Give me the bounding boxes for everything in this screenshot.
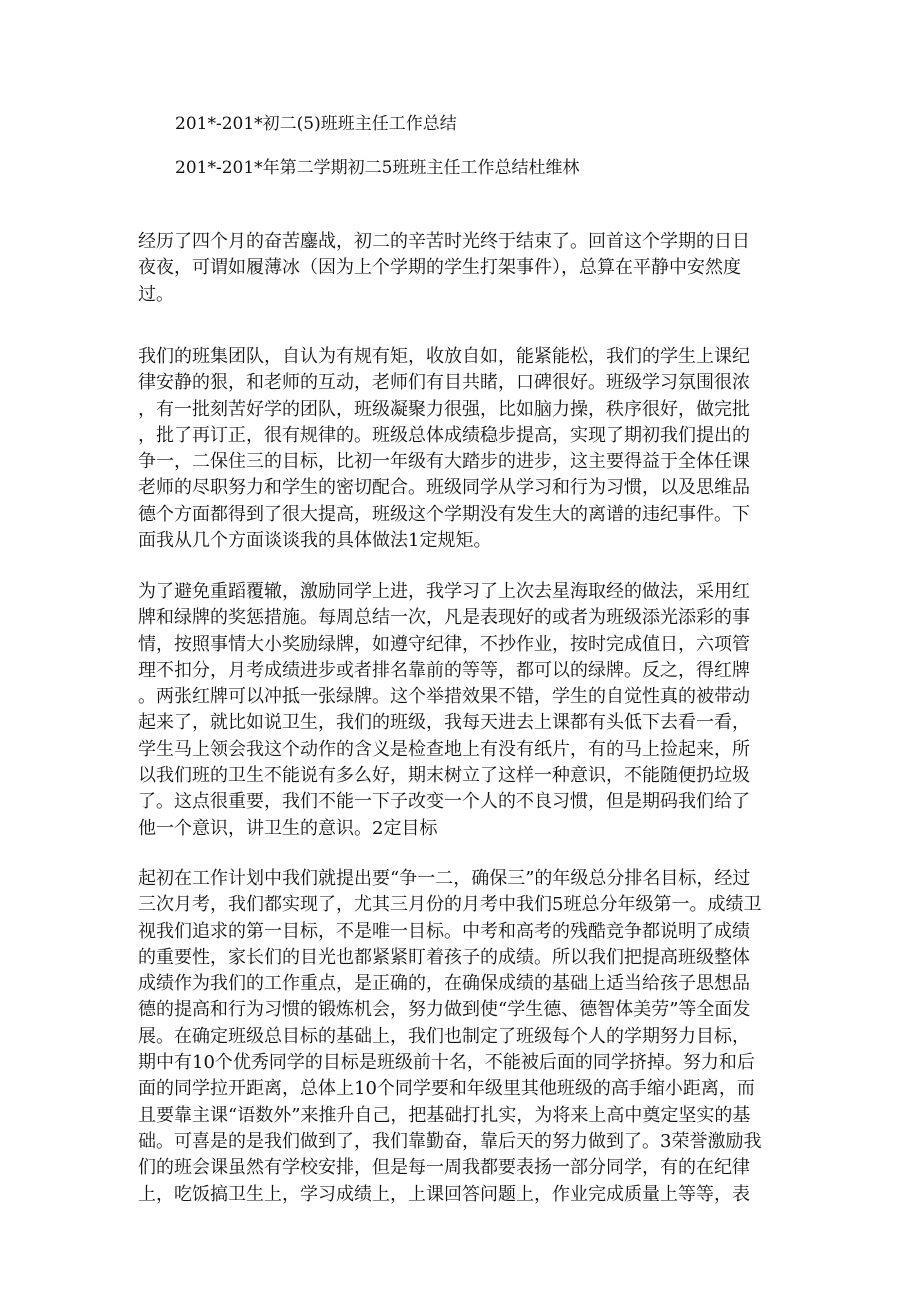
- text-line: 德的提高和行为习惯的锻炼机会，努力做到使“学生德、德智体美劳”等全面发: [138, 999, 751, 1021]
- text-line: 们的班会课虽然有学校安排，但是每一周我都要表扬一部分同学，有的在纪律: [138, 1157, 750, 1179]
- text-line: 为了避免重蹈覆辙，激励同学上进，我学习了上次去星海取经的做法，采用红: [138, 581, 750, 602]
- paragraph-2: [138, 344, 774, 554]
- text-line: 理不扣分，月考成绩进步或者排名靠前的等等，都可以的绿牌。反之，得红牌: [138, 659, 750, 681]
- text-line: 展。在确定班级总目标的基础上，我们也制定了班级每个人的学期努力目标，: [138, 1025, 750, 1047]
- text-line: 他一个意识，讲卫生的意识。2定目标: [138, 817, 438, 839]
- text-line: 且要靠主课“语数外”来推升自己，把基础打扎实，为将来上高中奠定坚实的基: [138, 1104, 751, 1126]
- text-line: 起初在工作计划中我们就提出要“争一二，确保三”的年级总分排名目标，经过: [138, 868, 751, 889]
- text-line: 情，按照事情大小奖励绿牌，如遵守纪律，不抄作业，按时完成值日，六项管: [138, 633, 750, 655]
- paragraph-1: [138, 229, 774, 308]
- document-title: 201*-201*初二(5)班班主任工作总结: [175, 114, 457, 134]
- text-line: 上，吃饭搞卫生上，学习成绩上，上课回答问题上，作业完成质量上等等，表: [138, 1183, 750, 1205]
- paragraph-3: [138, 579, 774, 842]
- text-line: 以我们班的卫生不能说有多么好，期末树立了这样一种意识，不能随便扔垃圾: [138, 765, 750, 787]
- text-line: 起来了，就比如说卫生，我们的班级，我每天进去上课都有头低下去看一看，: [138, 712, 750, 734]
- text-line: 夜夜，可谓如履薄冰（因为上个学期的学生打架事件），总算在平静中安然度: [138, 257, 741, 279]
- text-line: ，有一批刻苦好学的团队，班级凝聚力很强，比如脑力操，秩序很好，做完批: [138, 398, 750, 420]
- text-line: 学生马上领会我这个动作的含义是检查地上有没有纸片，有的马上捡起来，所: [138, 738, 750, 760]
- text-line: 础。可喜是的是我们做到了，我们靠勤奋，靠后天的努力做到了。3荣誉激励我: [138, 1130, 762, 1152]
- text-line: 牌和绿牌的奖惩措施。每周总结一次，凡是表现好的或者为班级添光添彩的事: [138, 607, 750, 629]
- text-line: 了。这点很重要，我们不能一下子改变一个人的不良习惯，但是期码我们给了: [138, 791, 750, 813]
- text-line: 的重要性，家长们的目光也都紧紧盯着孩子的成绩。所以我们把提高班级整体: [138, 946, 750, 968]
- text-line: 我们的班集团队，自认为有规有矩，收放自如，能紧能松，我们的学生上课纪: [138, 346, 750, 367]
- text-line: 。两张红牌可以冲抵一张绿牌。这个举措效果不错，学生的自觉性真的被带动: [138, 686, 750, 708]
- text-line: 成绩作为我们的工作重点，是正确的，在确保成绩的基础上适当给孩子思想品: [138, 973, 750, 995]
- text-line: 德个方面都得到了很大提高，班级这个学期没有发生大的离谱的违纪事件。下: [138, 503, 750, 525]
- document-subtitle: 201*-201*年第二学期初二5班班主任工作总结杜维林: [175, 158, 580, 178]
- text-line: 争一，二保住三的目标，比初一年级有大踏步的进步，这主要得益于全体任课: [138, 451, 750, 473]
- text-line: 三次月考，我们都实现了，尤其三月份的月考中我们5班总分年级第一。成绩卫: [138, 894, 762, 916]
- text-line: 期中有10个优秀同学的目标是班级前十名，不能被后面的同学挤掉。努力和后: [138, 1052, 755, 1074]
- text-line: 面我从几个方面谈谈我的具体做法1定规矩。: [138, 530, 492, 552]
- text-line: 过。: [138, 283, 174, 305]
- text-line: 经历了四个月的奋苦鏖战，初二的辛苦时光终于结束了。回首这个学期的日日: [138, 231, 750, 252]
- text-line: 律安静的狠，和老师的互动，老师们有目共睹，口碑很好。班级学习氛围很浓: [138, 372, 750, 394]
- text-line: 面的同学拉开距离，总体上10个同学要和年级里其他班级的高手缩小距离，而: [138, 1078, 755, 1100]
- text-line: 视我们追求的第一目标，不是唯一目标。中考和高考的残酷竞争都说明了成绩: [138, 920, 750, 942]
- text-line: 老师的尽职努力和学生的密切配合。班级同学从学习和行为习惯，以及思维品: [138, 477, 750, 499]
- text-line: ，批了再订正，很有规律的。班级总体成绩稳步提高，实现了期初我们提出的: [138, 424, 750, 446]
- paragraph-4: [138, 866, 774, 1208]
